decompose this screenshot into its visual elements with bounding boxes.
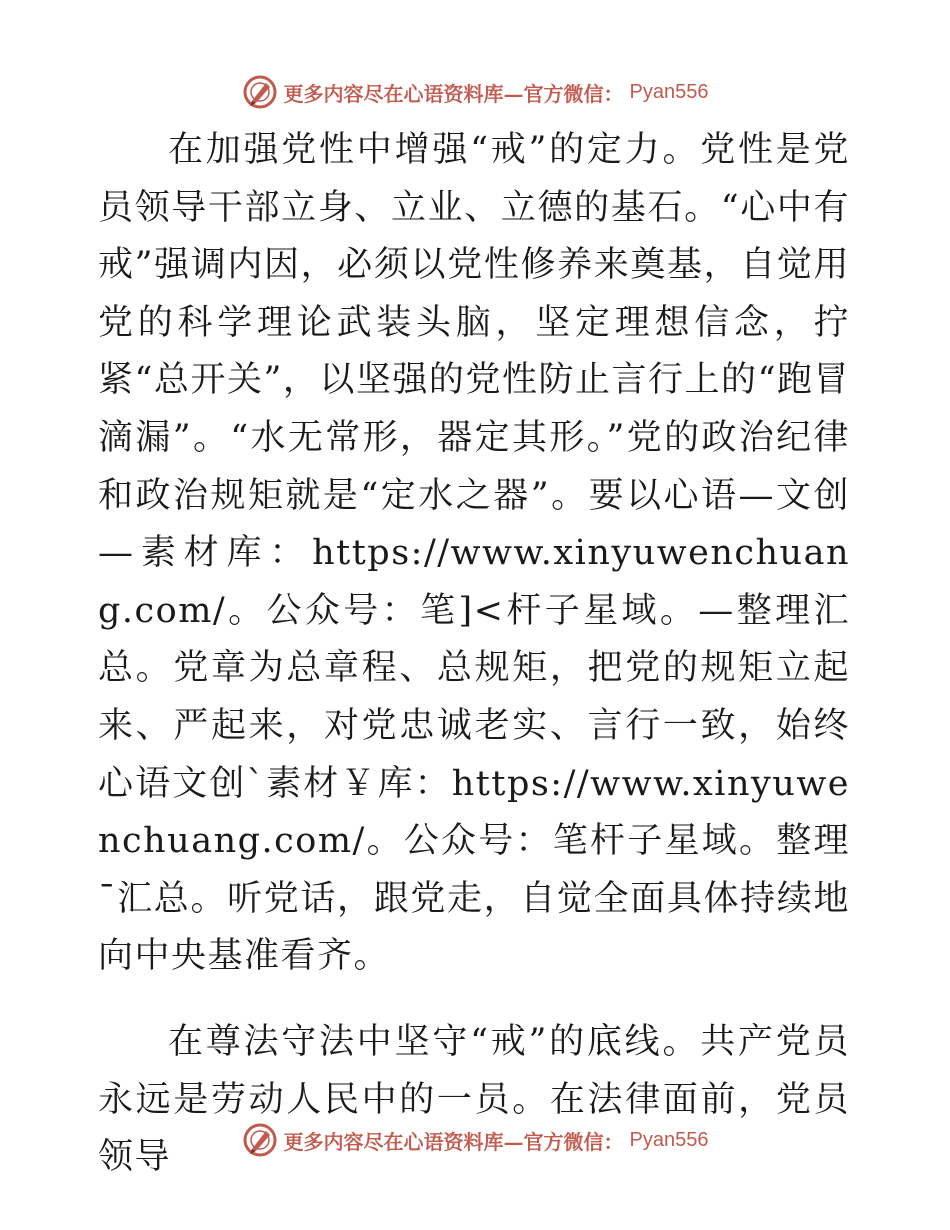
- paragraph-1: 在加强党性中增强“戒”的定力。党性是党员领导干部立身、立业、立德的基石。“心中有戒”强调内因，必须以党性修养来奠基，自觉用党的科学理论武装头脑，坚定理想信念，拧紧“总开关”，以坚强的党性防止言行上的“跑冒滴漏”。“水无常形，器定其形。”党的政治纪律和政治规矩就是“定水之器”。要以心语—文创—素材库：https://www.xinyuwenchuang.com/。公众号：笔]<杆子星域。—整理汇总。党章为总章程、总规矩，把党的规矩立起来、严起来，对党忠诚老实、言行一致，始终心语文创`素材￥库：https://www.xinyuwenchuang.com/。公众号：笔杆子星域。整理¯汇总。听党话，跟党走，自觉全面具体持续地向中央基准看齐。: [98, 130, 850, 977]
- paragraph-2: 在尊法守法中坚守“戒”的底线。共产党员永远是劳动人民中的一员。在法律面前，党员领导: [98, 1021, 850, 1178]
- pen-logo-icon: [242, 74, 278, 110]
- footer-banner-text: 更多内容尽在心语资料库—官方微信：: [283, 1129, 624, 1154]
- pen-logo-icon: [242, 1122, 278, 1158]
- header-wechat-id: Pyan556: [629, 80, 709, 103]
- footer-wechat-id: Pyan556: [629, 1128, 709, 1151]
- header-banner: [0, 72, 950, 112]
- document-body: [98, 122, 850, 1187]
- footer-banner: [0, 1120, 950, 1160]
- header-banner-text: 更多内容尽在心语资料库—官方微信：: [283, 81, 624, 106]
